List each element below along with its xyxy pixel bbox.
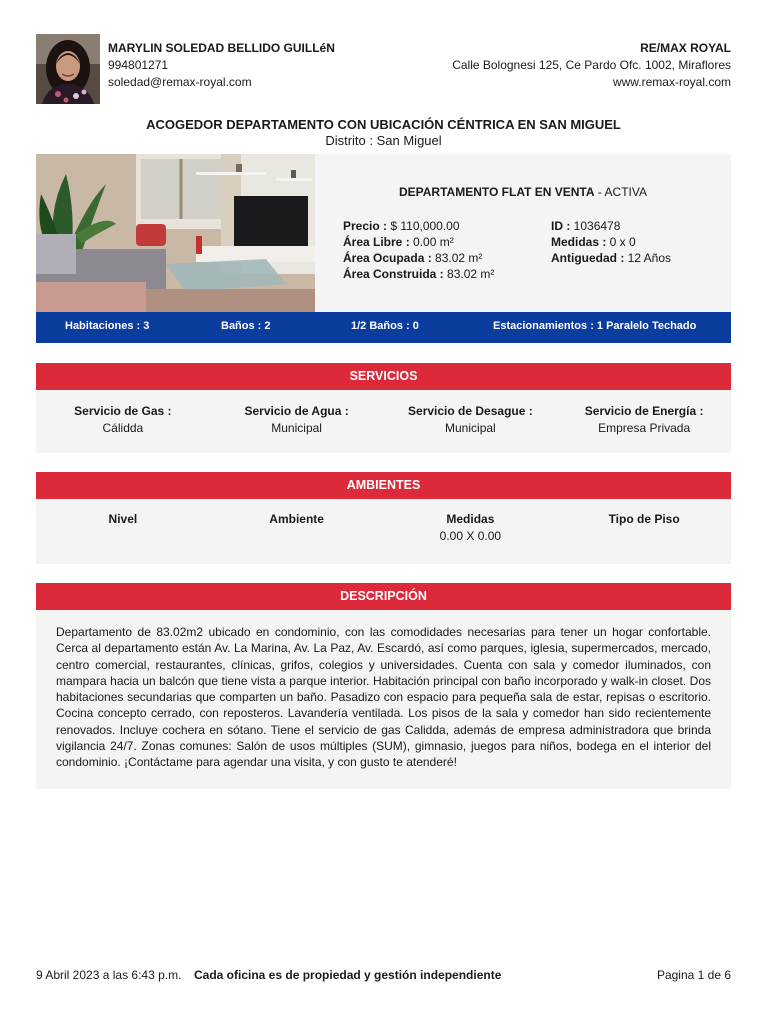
footer-page-number: Pagina 1 de 6 [656, 968, 731, 982]
detail-label: Medidas : [551, 235, 607, 249]
listing-status: - ACTIVA [594, 185, 647, 199]
footer-disclaimer: Cada oficina es de propiedad y gestión independiente [194, 968, 502, 982]
service-label: Servicio de Energía : [584, 404, 704, 418]
ambientes-body [36, 499, 731, 564]
office-address: Calle Bolognesi 125, Ce Pardo Ofc. 1002, Miraflores [452, 58, 731, 72]
property-title: ACOGEDOR DEPARTAMENTO CON UBICACIÓN CÉNTRICA EN SAN MIGUEL [146, 117, 621, 132]
title-block [36, 116, 731, 149]
description-heading: DESCRIPCIÓN [36, 583, 731, 610]
ambientes-col-nivel: Nivel [108, 512, 138, 526]
detail-label: ID : [551, 219, 571, 233]
feature-half-baths: 1/2 Baños : 0 [351, 320, 419, 332]
detail-value: 0.00 m² [409, 235, 454, 249]
feature-baths: Baños : 2 [221, 320, 271, 332]
detail-label: Precio : [343, 219, 388, 233]
table-cell [210, 528, 384, 545]
services-heading: SERVICIOS [36, 363, 731, 390]
footer [36, 968, 731, 984]
table-cell [36, 528, 210, 545]
agent-phone: 994801271 [108, 58, 169, 72]
table-cell [557, 528, 731, 545]
service-label: Servicio de Desague : [408, 404, 533, 418]
detail-label: Área Construida : [343, 267, 444, 281]
office-website: www.remax-royal.com [612, 75, 731, 89]
listing-type-label: DEPARTAMENTO FLAT EN VENTA [398, 185, 595, 199]
property-details [315, 154, 731, 312]
detail-precio [343, 218, 494, 234]
detail-antiguedad [551, 250, 671, 266]
details-right [551, 218, 671, 266]
ambientes-col-tipo-piso: Tipo de Piso [608, 512, 680, 526]
detail-medidas [551, 234, 671, 250]
footer-date: 9 Abril 2023 a las 6:43 p.m. [36, 968, 182, 982]
detail-label: Antiguedad : [551, 251, 625, 265]
service-drainage [384, 403, 558, 437]
property-photo [36, 154, 315, 312]
ambientes-col-ambiente: Ambiente [269, 512, 324, 526]
services-grid [36, 403, 731, 437]
detail-area-libre [343, 234, 494, 250]
listing-type [315, 185, 731, 199]
description-text: Departamento de 83.02m2 ubicado en condominio, con las comodidades necesarias para tener un hogar confortable. Cerca al departamento están Av. La Marina, Av. La Paz, Av. Escardó, así como parques, iglesia, supermercados, mercado, centro comercial, restaurantes, clínicas, grifos, colegios y universidades. Cuenta con sala y comedor iluminados, con mampara hacia un balcón que tiene vista a parque interior. Habitación principal con baño incorporado y walk-in closet. Dos habitaciones secundarias que comparten un baño. Pasadizo con espacio para pequeña sala de estar, repisas o escritorio. Cocina concepto cerrado, con reposteros. Lavandería ventilada. Los pisos de la sala y comedor han sido recientemente renovados. Incluye cochera en sótano. Tiene el servicio de gas Calidda, además de empresa administradora que brinda vigilancia 24/7. Zonas comunes: Salón de usos múltiples (SUM), gimnasio, juegos para niños, bodega en el interior del condominio. ¡Contáctame para agendar una visita, y con gusto te atenderé! [56, 625, 711, 770]
details-left [343, 218, 494, 282]
agent-photo [36, 34, 100, 104]
ambientes-data-row [36, 528, 731, 545]
agent-email: soledad@remax-royal.com [108, 75, 252, 89]
service-value: Municipal [445, 421, 496, 435]
table-cell: 0.00 X 0.00 [439, 529, 502, 543]
service-label: Servicio de Gas : [74, 404, 172, 418]
header [36, 34, 731, 104]
detail-value: 83.02 m² [443, 267, 495, 281]
detail-area-construida [343, 266, 494, 282]
detail-value: 83.02 m² [431, 251, 483, 265]
ambientes-header-row [36, 511, 731, 528]
description-body [36, 610, 731, 789]
services-body [36, 390, 731, 453]
office-info [452, 40, 731, 91]
detail-value: 12 Años [624, 251, 672, 265]
property-district: Distrito : San Miguel [325, 133, 442, 148]
detail-value: $ 110,000.00 [387, 219, 460, 233]
detail-value: 0 x 0 [606, 235, 636, 249]
feature-parking: Estacionamientos : 1 Paralelo Techado [493, 320, 697, 332]
agent-info [108, 40, 335, 91]
ambientes-col-medidas: Medidas [446, 512, 495, 526]
service-energy [557, 403, 731, 437]
detail-id [551, 218, 671, 234]
service-value: Municipal [271, 421, 322, 435]
service-water [210, 403, 384, 437]
service-gas [36, 403, 210, 437]
office-name: RE/MAX ROYAL [640, 41, 731, 55]
ambientes-heading: AMBIENTES [36, 472, 731, 499]
detail-label: Área Libre : [343, 235, 410, 249]
detail-label: Área Ocupada : [343, 251, 432, 265]
property-summary [36, 154, 731, 312]
service-label: Servicio de Agua : [244, 404, 349, 418]
detail-value: 1036478 [570, 219, 621, 233]
service-value: Cálidda [102, 421, 144, 435]
service-value: Empresa Privada [598, 421, 691, 435]
detail-area-ocupada [343, 250, 494, 266]
feature-rooms: Habitaciones : 3 [65, 320, 150, 332]
agent-name: MARYLIN SOLEDAD BELLIDO GUILLéN [108, 41, 335, 55]
features-bar [36, 312, 731, 343]
